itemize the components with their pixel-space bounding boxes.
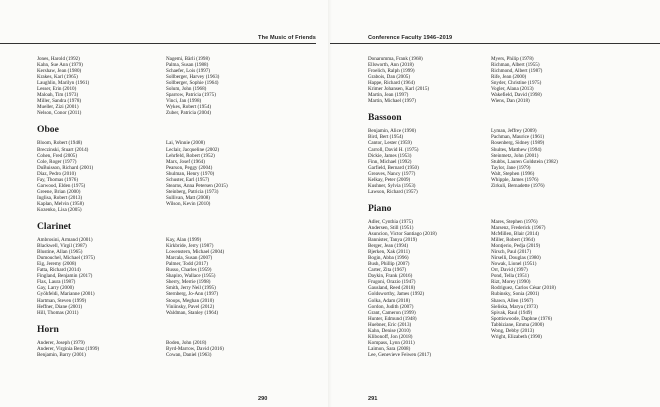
- faculty-entry: Blackwell, Virgil (1987): [37, 243, 87, 250]
- faculty-entry: Lowenstern, Michael (2004): [166, 249, 225, 256]
- roster-section: [368, 112, 648, 195]
- faculty-entry: Greene, Brian (2000): [37, 188, 81, 195]
- faculty-entry: Walt, Stephen (1996): [491, 170, 535, 177]
- faculty-entry: Pachman, Maurice (1961): [491, 134, 545, 141]
- name-columns: [368, 128, 648, 195]
- faculty-entry: Lawson, Richard (1957): [368, 188, 418, 195]
- faculty-entry: Hunter, Edmund (1948): [368, 315, 417, 322]
- faculty-entry: Stoops, Meghan (2010): [166, 297, 214, 304]
- faculty-entry: Goldsworthy, James (1992): [368, 291, 425, 298]
- faculty-entry: Palmer, Todd (2017): [166, 261, 208, 268]
- faculty-entry: Nirselli, Douglas (1980): [491, 255, 541, 262]
- faculty-entry: Eig, Jeremy (2008): [37, 261, 77, 268]
- faculty-entry: Nelson, Conor (2011): [37, 110, 82, 117]
- faculty-entry: Fay, Thomas (1976): [37, 176, 79, 183]
- faculty-entry: Smith, Jerry Neil (1995): [166, 285, 216, 292]
- name-columns: [37, 340, 317, 358]
- faculty-entry: Kay, Alan (1999): [166, 237, 202, 244]
- name-column: [166, 56, 295, 116]
- faculty-entry: Rife, Jean (2000): [491, 74, 527, 81]
- faculty-entry: Spivak, Raul (1949): [491, 309, 533, 316]
- section-heading: Piano: [368, 202, 392, 214]
- name-columns: [368, 219, 648, 358]
- faculty-entry: Gay, Larry (2000): [37, 285, 74, 292]
- faculty-entry: Cohen, Fred (2005): [37, 152, 78, 159]
- faculty-entry: Bird, Bert (1954): [368, 134, 404, 141]
- name-column: [166, 140, 295, 213]
- faculty-entry: Anderer, Joseph (1979): [37, 339, 85, 346]
- faculty-entry: Grant, Cameron (1999): [368, 309, 416, 316]
- faculty-entry: Nowak, Lionel (1951): [491, 261, 537, 268]
- faculty-entry: Fingland, Benjamin (2017): [37, 273, 93, 280]
- faculty-entry: Steinberg, Patricia (1973): [166, 188, 219, 195]
- faculty-entry: Schuster, Earl (1957): [166, 176, 210, 183]
- roster-section: [37, 324, 317, 358]
- name-column: [166, 340, 295, 358]
- name-columns: [37, 237, 317, 316]
- name-column: [491, 56, 614, 104]
- faculty-entry: Rodriguez, Carlos César (2018): [491, 285, 556, 292]
- faculty-entry: Wilson, Kevin (2010): [166, 200, 211, 207]
- name-column: [368, 128, 491, 195]
- faculty-entry: Shawn, Allen (1967): [491, 297, 534, 304]
- faculty-entry: Rizt, Morey (1990): [491, 279, 531, 286]
- faculty-entry: Rosenberg, Sidney (1989): [491, 140, 545, 147]
- faculty-entry: Dumouchel, Michael (1975): [37, 255, 95, 262]
- faculty-entry: Kaplan, Melvin (1958): [37, 200, 84, 207]
- faculty-entry: Heffner, Diane (2001): [37, 303, 83, 310]
- faculty-entry: Stubbs, Lauren Goldstein (1982): [491, 158, 558, 165]
- faculty-entry: Shultes, Matthew (1994): [491, 146, 542, 153]
- roster-section: [368, 56, 648, 104]
- faculty-entry: Ellsworth, Ann (2018): [368, 62, 414, 69]
- faculty-entry: Froelich, Ralph (1999): [368, 68, 415, 75]
- faculty-entry: Flax, Laura (1987): [37, 279, 76, 286]
- faculty-entry: Byrd-Marrow, David (2016): [166, 345, 224, 352]
- name-column: [37, 140, 166, 213]
- faculty-entry: Gyöhfeldi, Marianne (2001): [37, 291, 95, 298]
- running-head: Conference Faculty 1946–2019: [368, 35, 453, 41]
- right-page: [330, 0, 660, 407]
- faculty-entry: Mueller, Zizi (2001): [37, 104, 79, 111]
- faculty-entry: Myers, Philip (1978): [491, 56, 534, 62]
- faculty-entry: Ambrosini, Armand (2001): [37, 237, 93, 244]
- faculty-entry: Benjamin, Alice (1990): [368, 128, 416, 135]
- faculty-entry: Wright, Elizabeth (1990): [491, 333, 542, 340]
- section-heading: Horn: [37, 323, 59, 335]
- faculty-entry: Kelkay, Peter (2009): [368, 176, 411, 183]
- faculty-entry: Russo, Charles (1959): [166, 267, 212, 274]
- faculty-entry: Carroll, David H. (1975): [368, 146, 419, 153]
- faculty-entry: Krakes, Karl (1965): [37, 74, 78, 81]
- faculty-entry: Bloom, Robert (1948): [37, 140, 83, 147]
- faculty-entry: Dickie, James (1953): [368, 152, 412, 159]
- faculty-entry: Wakefield, David (1998): [491, 92, 542, 99]
- faculty-entry: Gordon, Judith (2007): [368, 303, 414, 310]
- faculty-entry: Fatta, Richard (2014): [37, 267, 81, 274]
- faculty-entry: Grabois, Dan (2005): [368, 74, 411, 81]
- faculty-entry: McMillen, Blair (2014): [491, 230, 539, 237]
- faculty-entry: Kushner, Sylvia (1953): [368, 182, 416, 189]
- faculty-entry: Marx, Josef (1964): [166, 158, 205, 165]
- faculty-entry: Sternberg, Jo-Ann (1997): [166, 291, 219, 298]
- faculty-entry: Klibonoff, Jon (2018): [368, 333, 413, 340]
- faculty-entry: Bush, Phillip (2007): [368, 261, 410, 268]
- faculty-entry: Wong, Debby (2013): [491, 327, 535, 334]
- faculty-entry: Anderer, Virginia Benz (1999): [37, 345, 100, 352]
- faculty-entry: Donarumma, Frank (1968): [368, 56, 423, 62]
- name-column: [37, 237, 166, 316]
- section-heading: Clarinet: [37, 221, 72, 233]
- faculty-entry: Marsenz, Frederick (1967): [491, 224, 546, 231]
- faculty-entry: Garwood, Elden (1975): [37, 182, 86, 189]
- faculty-entry: Greaves, Nancy (1977): [368, 170, 416, 177]
- faculty-entry: Happe, Richard (1964): [368, 80, 415, 87]
- header-rule: [0, 43, 316, 44]
- name-column: [368, 219, 491, 358]
- faculty-entry: Hartman, Steven (1999): [37, 297, 87, 304]
- faculty-entry: Kirkbride, Jerry (1987): [166, 243, 214, 250]
- name-column: [368, 56, 491, 104]
- faculty-entry: Wykes, Robert (1954): [166, 104, 212, 111]
- faculty-entry: Nagemi, Bärli (1998): [166, 56, 210, 62]
- faculty-entry: Breczinski, Stuart (2014): [37, 146, 89, 153]
- faculty-entry: Daykin, Frank (2016): [368, 273, 413, 280]
- faculty-entry: Lyman, Jeffrey (2009): [491, 128, 537, 135]
- faculty-entry: Richman, Albert (1955): [491, 62, 540, 69]
- faculty-entry: Stearns, Anna Petersen (2015): [166, 182, 228, 189]
- faculty-entry: Kershaw, Jean (1980): [37, 68, 82, 75]
- faculty-entry: Jones, Harold (1992): [37, 56, 80, 62]
- faculty-entry: Blustine, Allan (1965): [37, 249, 83, 256]
- faculty-entry: Palma, Susan (1988): [166, 62, 209, 69]
- name-column: [37, 56, 166, 116]
- faculty-entry: Spottiswoode, Daphne (1976): [491, 315, 552, 322]
- faculty-entry: Kahn, Denise (2010): [368, 327, 411, 334]
- faculty-entry: Frugoni, Orazio (1947): [368, 279, 416, 286]
- faculty-entry: DuBuisson, Richard (2001): [37, 164, 94, 171]
- faculty-entry: Kompass, Lynn (2011): [368, 339, 415, 346]
- faculty-entry: Mares, Stephen (1976): [491, 218, 538, 225]
- roster-section: [37, 56, 317, 116]
- faculty-entry: Andersen, Still (1951): [368, 224, 414, 231]
- faculty-entry: Hill, Thomas (2011): [37, 309, 79, 316]
- faculty-entry: Miller, Robert (1964): [491, 237, 535, 244]
- faculty-entry: Lee, Genevieve Feiwen (2017): [368, 351, 432, 358]
- faculty-entry: Marcala, Susan (2007): [166, 255, 213, 262]
- faculty-entry: Kahn, Sue Ann (1979): [37, 62, 83, 69]
- faculty-entry: Richmond, Albert (1987): [491, 68, 543, 75]
- faculty-entry: Sullivan, Matt (2008): [166, 194, 211, 201]
- name-column: [491, 219, 614, 358]
- faculty-entry: Shapiro, Wallace (1955): [166, 273, 216, 280]
- faculty-entry: Waldman, Stanley (1964): [166, 309, 219, 316]
- faculty-entry: Finn, Michael (1992): [368, 158, 412, 165]
- faculty-entry: Snyder, Christine (1975): [491, 80, 542, 87]
- faculty-entry: Carter, Zita (1967): [368, 267, 407, 274]
- faculty-entry: Viniinsky, Pavel (2012): [166, 303, 215, 310]
- faculty-entry: Whipple, James (1976): [491, 176, 539, 183]
- faculty-entry: Díaz, Pedro (2010): [37, 170, 76, 177]
- faculty-entry: Lesser, Erin (2010): [37, 86, 77, 93]
- running-head: The Music of Friends: [258, 35, 316, 41]
- faculty-entry: Laughlin, Marilyn (1961): [37, 80, 90, 87]
- name-columns: [37, 140, 317, 213]
- section-heading: Bassoon: [368, 112, 402, 124]
- faculty-entry: Asuncion, Victor Santiago (2018): [368, 230, 437, 237]
- faculty-entry: Taylor, Jane (1979): [491, 164, 531, 171]
- faculty-entry: Bannister, Tanya (2019): [368, 237, 417, 244]
- faculty-entry: Sparrow, Patricia (1975): [166, 92, 216, 99]
- page-content: [368, 56, 648, 358]
- name-columns: [368, 56, 648, 104]
- page-content: [37, 56, 317, 358]
- faculty-entry: Zuber, Patricia (2004): [166, 110, 211, 117]
- faculty-entry: Zirkuli, Bernadette (1976): [491, 182, 545, 189]
- faculty-entry: Nirsch, Paul (2017): [491, 249, 532, 256]
- name-column: [491, 128, 614, 195]
- faculty-entry: Miller, Sandra (1978): [37, 98, 82, 105]
- faculty-entry: Sollberger, Sophie (1964): [166, 80, 219, 87]
- faculty-entry: Golka, Adam (2018): [368, 297, 411, 304]
- roster-section: [37, 124, 317, 213]
- faculty-entry: Tabbiziane, Emma (2000): [491, 321, 544, 328]
- faculty-entry: Maloah, Tim (1973): [37, 92, 79, 99]
- faculty-entry: Kozenko, Lisa (2005): [37, 206, 82, 213]
- faculty-entry: Benjamin, Barry (2001): [37, 351, 86, 358]
- faculty-entry: Sieliska, Marya (1973): [491, 303, 538, 310]
- faculty-entry: Adler, Cynthia (1975): [368, 218, 413, 225]
- roster-section: [37, 221, 317, 316]
- faculty-entry: Berger, Jean (1994): [368, 243, 409, 250]
- roster-section: [368, 203, 648, 358]
- faculty-entry: Montjerio, Pedja (2019): [491, 243, 541, 250]
- name-columns: [37, 56, 317, 116]
- faculty-entry: Shulman, Henry (1970): [166, 170, 215, 177]
- faculty-entry: Leclair, Jacqueline (2002): [166, 146, 220, 153]
- faculty-entry: Martin, Michael (1997): [368, 98, 416, 105]
- faculty-entry: Vinci, Jan (1998): [166, 98, 202, 105]
- faculty-entry: Laimon, Sara (2008): [368, 345, 411, 352]
- page-number: 291: [368, 396, 378, 402]
- faculty-entry: Pearson, Peggy (2004): [166, 164, 213, 171]
- faculty-entry: Huebner, Eric (2013): [368, 321, 412, 328]
- header-rule: [330, 43, 660, 44]
- faculty-entry: Garfield, Bernard (1950): [368, 164, 419, 171]
- faculty-entry: Solum, John (1968): [166, 86, 207, 93]
- name-column: [37, 340, 166, 358]
- faculty-entry: Cantor, Lester (1959): [368, 140, 412, 147]
- faculty-entry: Schaefer, Lois (1997): [166, 68, 211, 75]
- page-number: 290: [258, 396, 268, 402]
- faculty-entry: Martin, Jean (1997): [368, 92, 409, 99]
- faculty-entry: Cowan, Daniel (1963): [166, 351, 212, 358]
- faculty-entry: Cole, Roger (1977): [37, 158, 77, 165]
- faculty-entry: Rubinsky, Sonia (2001): [491, 291, 540, 298]
- faculty-entry: Gausland, Reed (2018): [368, 285, 416, 292]
- faculty-entry: Sherry, Merrie (1998): [166, 279, 211, 286]
- faculty-entry: Orr, David (1997): [491, 267, 528, 274]
- faculty-entry: Wiens, Dan (2018): [491, 98, 530, 105]
- faculty-entry: Lai, Winnie (2008): [166, 140, 205, 147]
- faculty-entry: Lehrfeld, Robert (1952): [166, 152, 215, 159]
- faculty-entry: Pond, Tella (1951): [491, 273, 529, 280]
- faculty-entry: Vogler, Alana (2013): [491, 86, 534, 93]
- faculty-entry: Boden, John (2018): [166, 339, 207, 346]
- faculty-entry: Sollberger, Harvey (1963): [166, 74, 220, 81]
- name-column: [166, 237, 295, 316]
- faculty-entry: Bjerken, Xak (2011): [368, 249, 410, 256]
- faculty-entry: Bogin, Abba (1996): [368, 255, 409, 262]
- section-heading: Oboe: [37, 124, 59, 136]
- faculty-entry: Steinmetz, John (2001): [491, 152, 539, 159]
- faculty-entry: Krimer Johansen, Karl (2015): [368, 86, 430, 93]
- faculty-entry: Inglisa, Robert (2013): [37, 194, 83, 201]
